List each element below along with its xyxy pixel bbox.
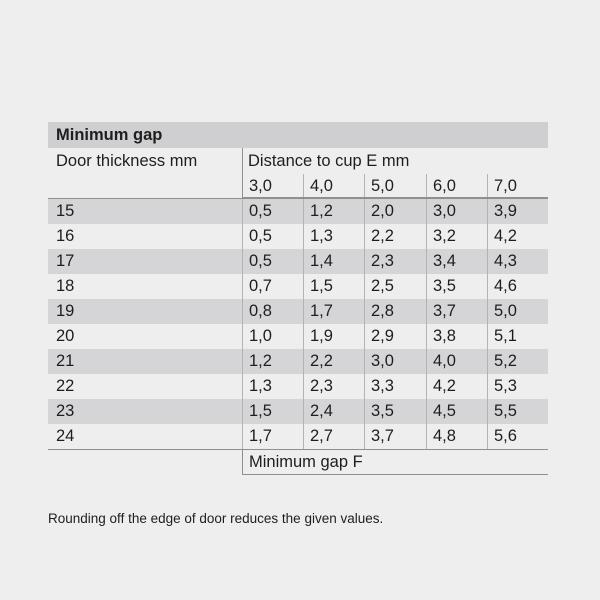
gap-value-cell: 4,0 (426, 349, 487, 374)
gap-value-cell: 1,7 (303, 299, 364, 324)
door-thickness-cell: 15 (56, 202, 75, 220)
gap-value-cell: 4,3 (487, 249, 548, 274)
door-thickness-cell: 19 (56, 302, 75, 320)
gap-value-cell: 3,5 (426, 274, 487, 299)
gap-value-cell: 3,7 (364, 424, 426, 449)
table-title: Minimum gap (48, 122, 548, 148)
gap-value-cell: 2,4 (303, 399, 364, 424)
gap-value-cell: 1,0 (242, 324, 303, 349)
table-row (48, 424, 548, 449)
gap-value-cell: 1,9 (303, 324, 364, 349)
gap-value-cell: 3,0 (426, 199, 487, 224)
footnote: Rounding off the edge of door reduces the given values. (48, 511, 384, 526)
gap-value-cell: 4,2 (487, 224, 548, 249)
table-row (48, 349, 548, 374)
gap-value-cell: 2,2 (303, 349, 364, 374)
table-body (48, 198, 548, 449)
column-header: 6,0 (426, 174, 487, 198)
gap-value-cell: 1,2 (242, 349, 303, 374)
gap-value-cell: 1,4 (303, 249, 364, 274)
door-thickness-cell: 24 (56, 427, 75, 445)
gap-value-cell: 1,2 (303, 199, 364, 224)
gap-value-cell: 1,5 (242, 399, 303, 424)
gap-value-cell: 1,3 (242, 374, 303, 399)
gap-value-cell: 5,5 (487, 399, 548, 424)
gap-value-cell: 3,7 (426, 299, 487, 324)
gap-value-cell: 5,6 (487, 424, 548, 449)
gap-value-cell: 3,5 (364, 399, 426, 424)
gap-value-cell: 2,3 (303, 374, 364, 399)
gap-value-cell: 0,5 (242, 249, 303, 274)
door-thickness-cell: 17 (56, 252, 75, 270)
distance-label: Distance to cup E mm (248, 152, 410, 170)
gap-value-cell: 4,2 (426, 374, 487, 399)
gap-value-cell: 3,4 (426, 249, 487, 274)
door-thickness-cell: 16 (56, 227, 75, 245)
gap-value-cell: 1,3 (303, 224, 364, 249)
table-row (48, 274, 548, 299)
gap-value-cell: 2,0 (364, 199, 426, 224)
gap-value-cell: 3,8 (426, 324, 487, 349)
gap-value-cell: 0,7 (242, 274, 303, 299)
table-footer (48, 449, 548, 475)
column-header: 5,0 (364, 174, 426, 198)
door-thickness-cell: 23 (56, 402, 75, 420)
gap-value-cell: 2,3 (364, 249, 426, 274)
table-row (48, 399, 548, 424)
gap-value-cell: 4,6 (487, 274, 548, 299)
minimum-gap-table (48, 122, 548, 475)
table-row (48, 199, 548, 224)
table-row (48, 374, 548, 399)
gap-value-cell: 2,8 (364, 299, 426, 324)
column-header: 4,0 (303, 174, 364, 198)
gap-value-cell: 3,3 (364, 374, 426, 399)
table-row (48, 224, 548, 249)
gap-value-cell: 5,1 (487, 324, 548, 349)
gap-value-cell: 4,8 (426, 424, 487, 449)
gap-value-cell: 0,8 (242, 299, 303, 324)
gap-value-cell: 2,5 (364, 274, 426, 299)
gap-value-cell: 5,2 (487, 349, 548, 374)
column-header: 7,0 (487, 174, 548, 198)
gap-value-cell: 5,0 (487, 299, 548, 324)
gap-value-cell: 1,5 (303, 274, 364, 299)
door-thickness-label: Door thickness mm (56, 152, 198, 170)
gap-value-cell: 2,9 (364, 324, 426, 349)
table-row (48, 299, 548, 324)
header-bottom-border (242, 197, 548, 198)
table-row (48, 249, 548, 274)
door-thickness-cell: 21 (56, 352, 75, 370)
gap-value-cell: 5,3 (487, 374, 548, 399)
gap-value-cell: 1,7 (242, 424, 303, 449)
gap-value-cell: 3,0 (364, 349, 426, 374)
footer-label: Minimum gap F (242, 450, 548, 475)
gap-value-cell: 4,5 (426, 399, 487, 424)
gap-value-cell: 0,5 (242, 199, 303, 224)
table-header (48, 148, 548, 198)
gap-value-cell: 2,7 (303, 424, 364, 449)
door-thickness-cell: 18 (56, 277, 75, 295)
table-row (48, 324, 548, 349)
column-headers (242, 174, 548, 198)
column-header: 3,0 (242, 174, 303, 198)
gap-value-cell: 0,5 (242, 224, 303, 249)
gap-value-cell: 2,2 (364, 224, 426, 249)
gap-value-cell: 3,2 (426, 224, 487, 249)
door-thickness-cell: 20 (56, 327, 75, 345)
gap-value-cell: 3,9 (487, 199, 548, 224)
door-thickness-cell: 22 (56, 377, 75, 395)
